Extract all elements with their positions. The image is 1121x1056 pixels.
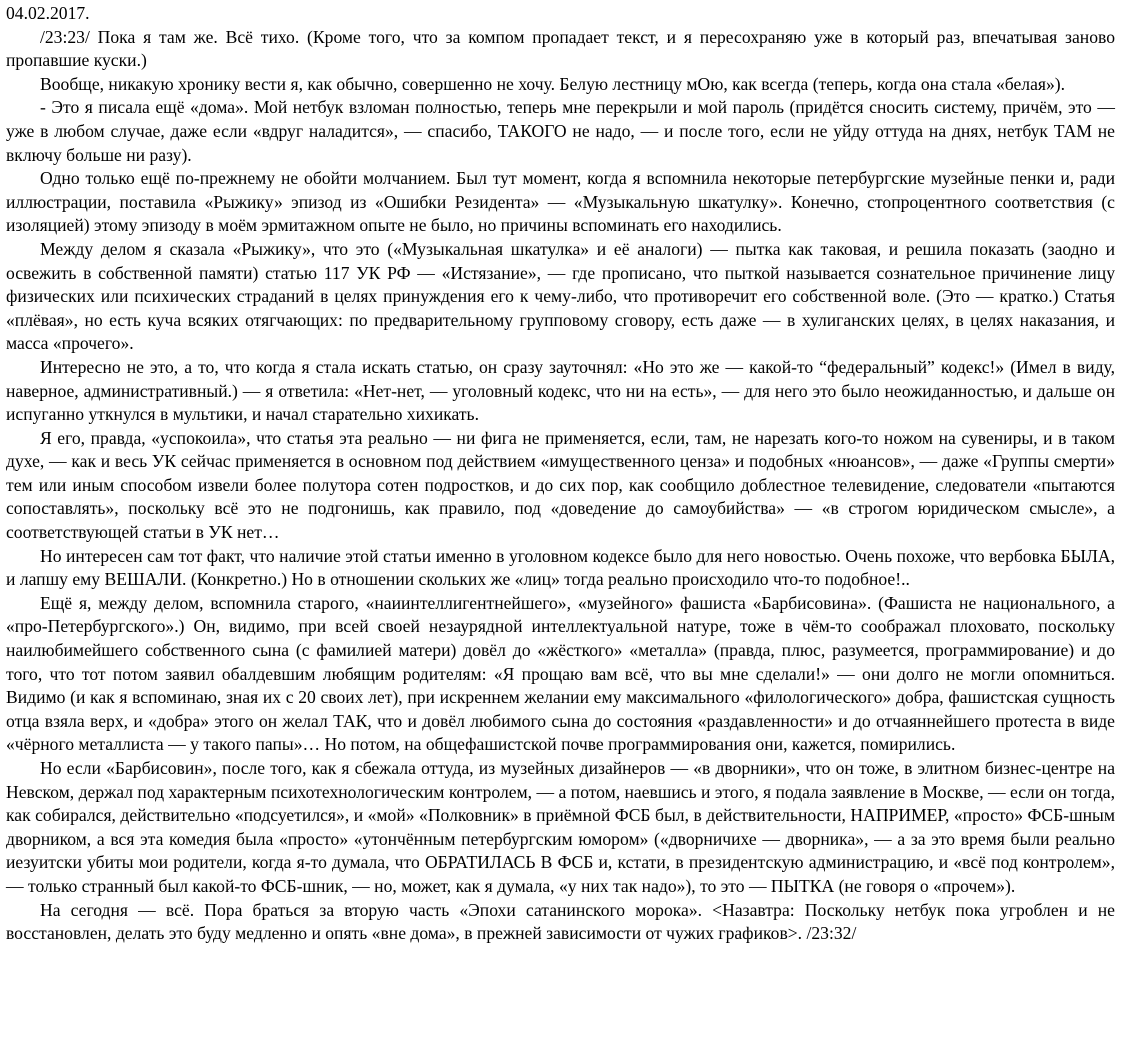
paragraph: На сегодня — всё. Пора браться за вторую часть «Эпохи сатанинского морока». <Назавтра: Поскольку нетбук пока угроблен и не восстановлен, делать это буду медленно и опять «вне дома», в прежней зависимости от чужих графиков>. /23:32/ bbox=[6, 899, 1115, 944]
entry-date: 04.02.2017. bbox=[6, 3, 90, 23]
paragraph: Вообще, никакую хронику вести я, как обычно, совершенно не хочу. Белую лестницу мОю, как всегда (теперь, когда она стала «белая»). bbox=[40, 73, 1066, 94]
paragraph: Между делом я сказала «Рыжику», что это («Музыкальная шкатулка» и её аналоги) — пытка как таковая, и решила показать (заодно и освежить в собственной памяти) статью 117 УК РФ — «Истязание», — где прописано, что пыткой называется сознательное причинение лицу физических или психических страданий в целях принуждения его к чему-либо, что противоречит его собственной воле. (Это — кратко.) Статья «плёвая», но есть куча всяких отягчающих: по предварительному групповому сговору, есть даже — в хулиганских целях, в целях наказания, и масса «прочего». bbox=[6, 238, 1115, 354]
paragraph: Ещё я, между делом, вспомнила старого, «наиинтеллигентнейшего», «музейного» фашиста «Барбисовина». (Фашиста не национального, а «про-Петербургского».) Он, видимо, при всей своей незаурядной интеллектуальной натуре, тоже в чём-то соображал плоховато, поскольку наилюбимейшего собственного сына (с фамилией матери) довёл до «жёсткого» «металла» (правда, плюс, разумеется, программирование) и до того, что тот потом заявил обалдевшим любящим родителям: «Я прощаю вам всё, что вы мне сделали!» — они долго не могли опомниться. Видимо (и как я вспоминаю, зная их с 20 своих лет), при искреннем желании ему максимального «филологического» добра, фашистская сущность отца взяла верх, и «добра» этого он желал ТАК, что и довёл любимого сына до состояния «раздавленности» и до отчаяннейшего протеста в виде «чёрного металлиста — у такого папы»… Но потом, на общефашистской почве программирования они, кажется, помирились. bbox=[6, 592, 1115, 755]
paragraph: - Это я писала ещё «дома». Мой нетбук взломан полностью, теперь мне перекрыли и мой пароль (придётся сносить систему, причём, это — уже в любом случае, даже если «вдруг наладится», — спасибо, ТАКОГО не надо, — и после того, если не уйду оттуда на днях, нетбук ТАМ не включу больше ни разу). bbox=[6, 97, 1115, 165]
paragraph: Но интересен сам тот факт, что наличие этой статьи именно в уголовном кодексе было для него новостью. Очень похоже, что вербовка БЫЛА, и лапшу ему ВЕШАЛИ. (Конкретно.) Но в отношении скольких же «лиц» тогда реально происходило что-то подобное!.. bbox=[6, 545, 1115, 590]
paragraph: Я его, правда, «успокоила», что статья эта реально — ни фига не применяется, если, там, не нарезать кого-то ножом на сувениры, и в таком духе, — как и весь УК сейчас применяется в основном под действием «имущественного ценза» и подобных «нюансов», — даже «Группы смерти» тем или иным способом извели более полутора сотен подростков, и до сих пор, как сообщило доблестное телевидение, следователи «пытаются сопоставлять», поскольку всё это не подгонишь, как правило, под «доведение до самоубийства» — «в строгом юридическом смысле», а соответствующей статьи в УК нет… bbox=[6, 427, 1115, 543]
paragraph: /23:23/ Пока я там же. Всё тихо. (Кроме того, что за компом пропадает текст, и я пересохраняю уже в который раз, впечатывая заново пропавшие куски.) bbox=[6, 26, 1115, 71]
paragraph: Интересно не это, а то, что когда я стала искать статью, он сразу зауточнял: «Но это же — какой-то “федеральный” кодекс!» (Имел в виду, наверное, административный.) — я ответила: «Нет-нет, — уголовный кодекс, что ни на есть», — для него это было неожиданностью, и дальше он испуганно уткнулся в мультики, и начал старательно хихикать. bbox=[6, 356, 1115, 425]
paragraph: Но если «Барбисовин», после того, как я сбежала оттуда, из музейных дизайнеров — «в дворники», что он тоже, в элитном бизнес-центре на Невском, держал под характерным психотехнологическим контролем, — а потом, наевшись и этого, я подала заявление в Москве, — если он тогда, как собирался, действительно «подсуетился», и «мой» «Полковник» в приёмной ФСБ был, в действительности, НАПРИМЕР, «просто» ФСБ-шным дворником, а вся эта комедия была «просто» «утончённым петербургским юмором» («дворничихе — дворника», — а за это время были реально иезуитски убиты мои родители, когда я-то думала, что ОБРАТИЛАСЬ В ФСБ и, кстати, в президентскую администрацию, и «всё под контролем», — только странный был какой-то ФСБ-шник, — но, может, как я думала, «у них так надо»), то это — ПЫТКА (не говоря о «прочем»). bbox=[6, 758, 1115, 896]
paragraph: Одно только ещё по-прежнему не обойти молчанием. Был тут момент, когда я вспомнила некоторые петербургские музейные пенки и, ради иллюстрации, поставила «Рыжику» эпизод из «Ошибки Резидента» — «Музыкальную шкатулку». Конечно, стопроцентного соответствия (с изоляцией) этому эпизоду в моём эрмитажном опыте не было, но причины вспоминать его находились. bbox=[6, 168, 1115, 236]
